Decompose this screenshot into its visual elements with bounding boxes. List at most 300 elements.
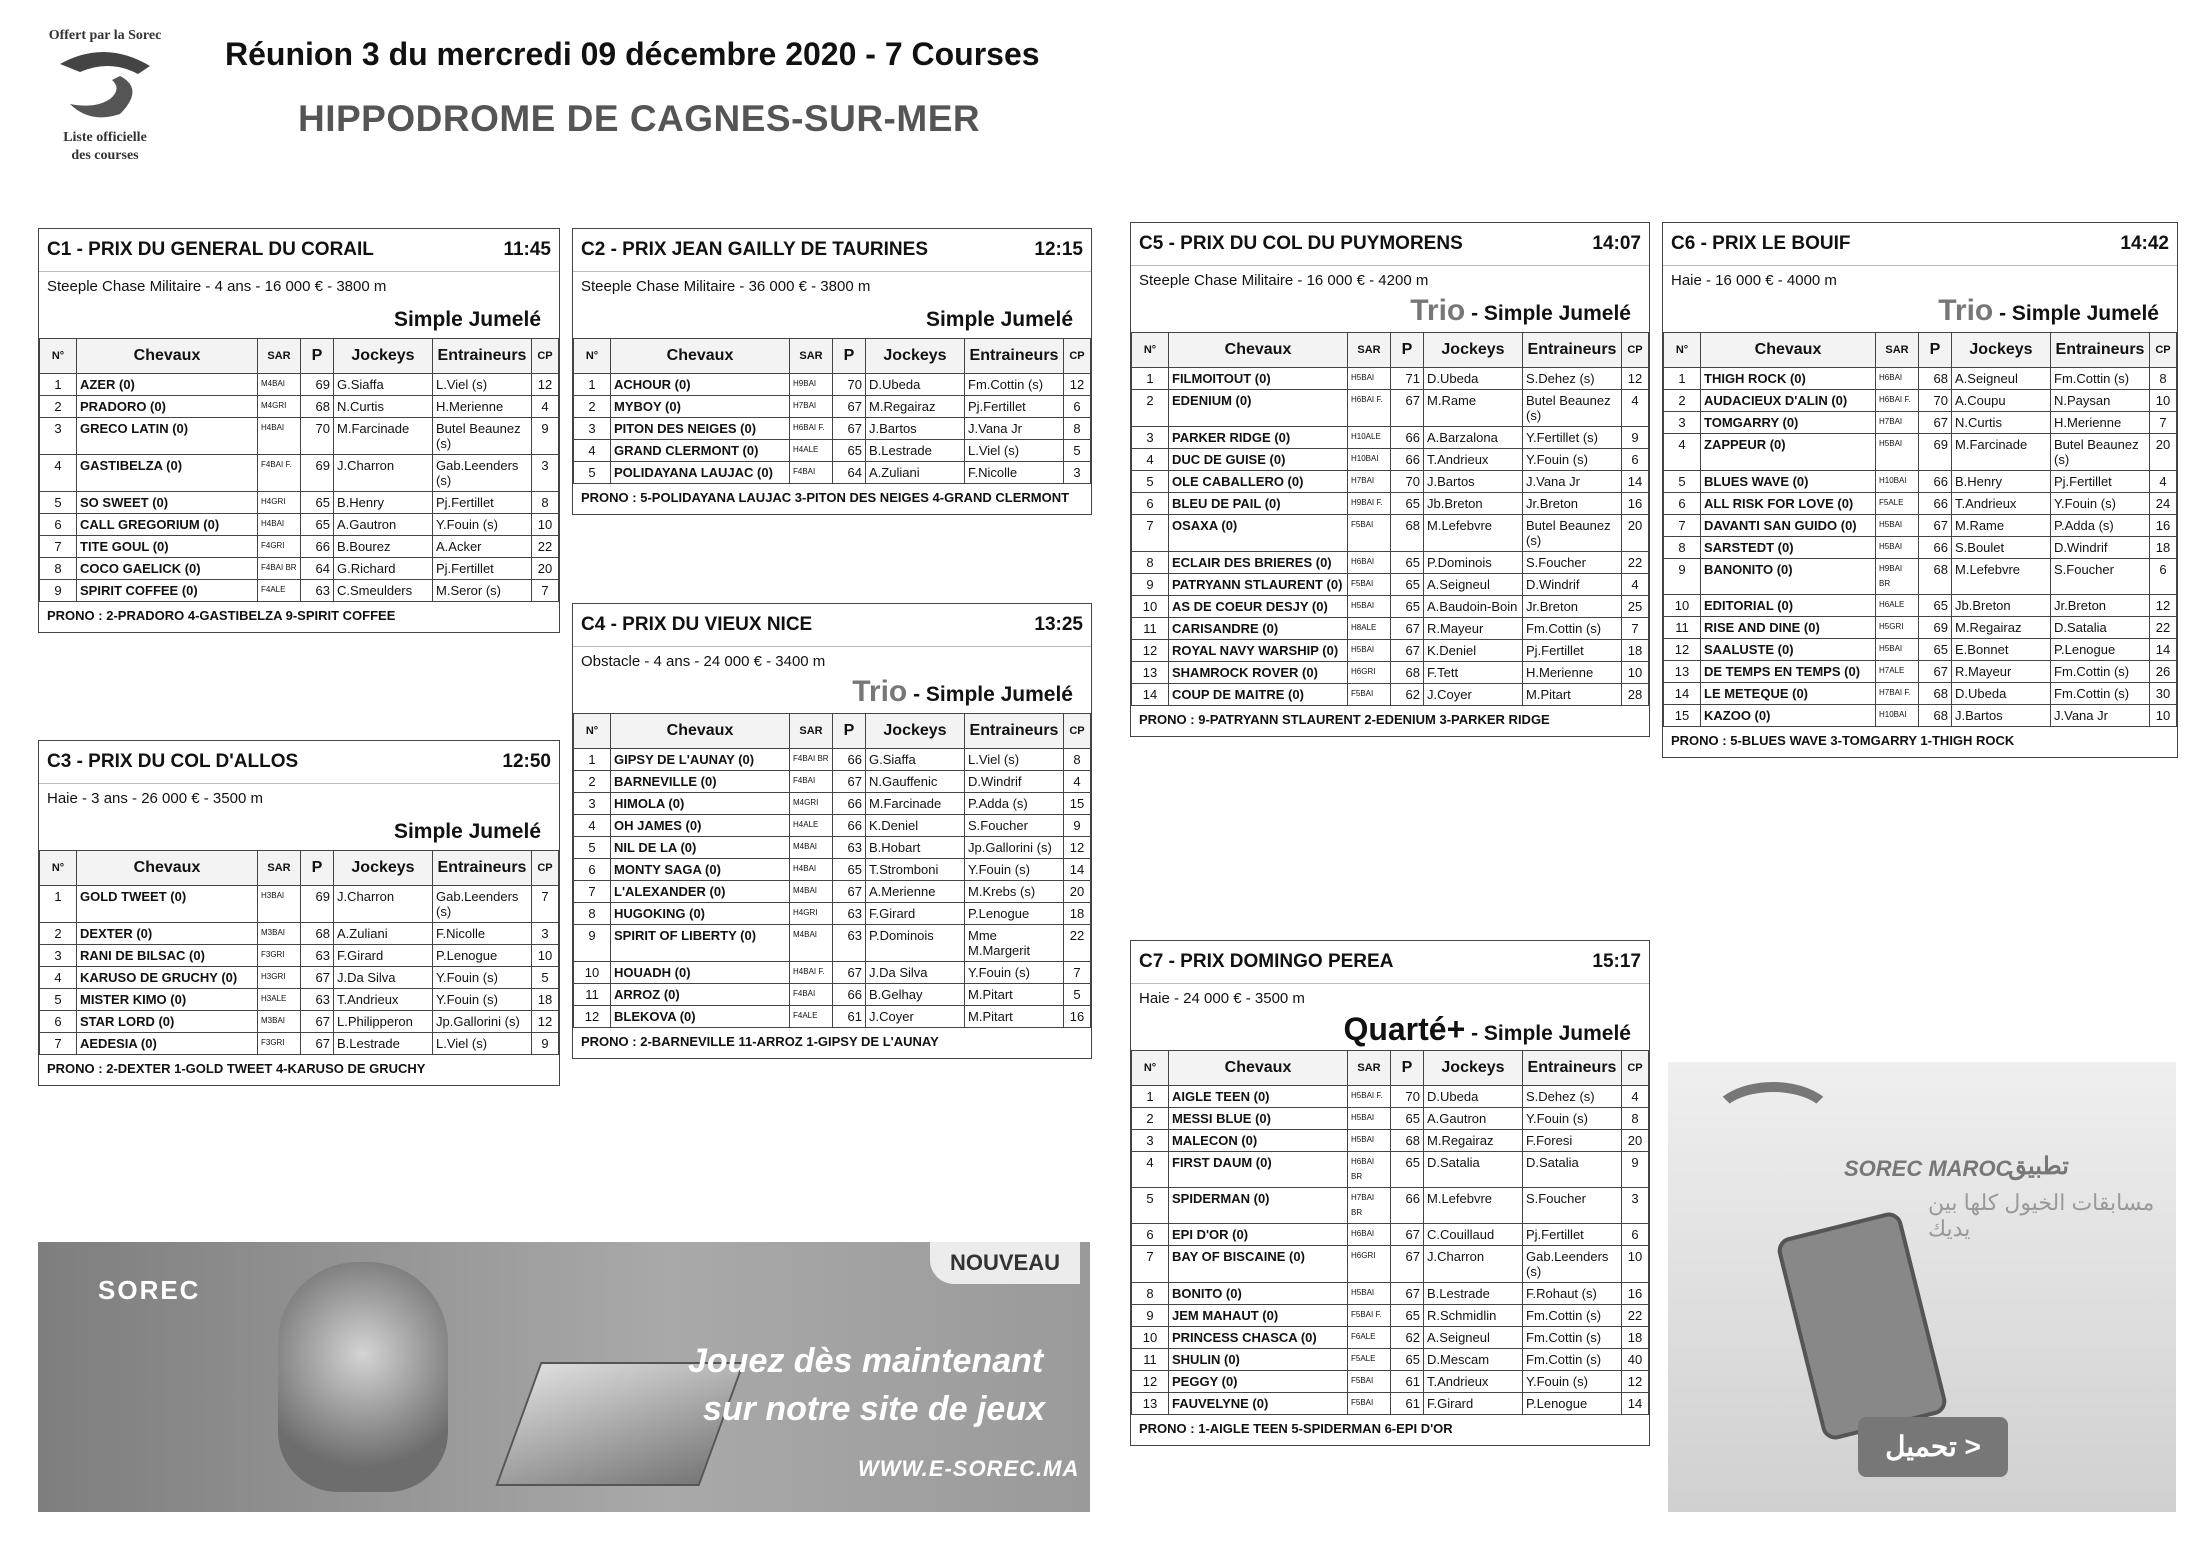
col-number: N° — [40, 851, 77, 886]
runner-jockey: A.Coupu — [1952, 390, 2051, 412]
runner-weight: 66 — [1391, 449, 1424, 471]
col-sar: SAR — [790, 339, 833, 374]
runner-horse: AS DE COEUR DESJY (0) — [1169, 596, 1348, 618]
runner-number: 5 — [40, 989, 77, 1011]
table-row — [1664, 595, 2177, 617]
runner-number: 12 — [1664, 639, 1701, 661]
runner-trainer: Jr.Breton — [2051, 595, 2150, 617]
runner-jockey: B.Lestrade — [1424, 1283, 1523, 1305]
runner-horse: DAVANTI SAN GUIDO (0) — [1701, 515, 1876, 537]
man-photo — [278, 1262, 448, 1492]
runner-sar: H4BAI — [258, 514, 301, 536]
runner-cp: 22 — [2150, 617, 2177, 639]
runner-trainer: Y.Fouin (s) — [1523, 1371, 1622, 1393]
runner-number: 6 — [574, 859, 611, 881]
runner-number: 5 — [1132, 1188, 1169, 1224]
runner-number: 4 — [1132, 1152, 1169, 1188]
runner-trainer: S.Foucher — [2051, 559, 2150, 595]
runner-jockey: M.Farcinade — [866, 793, 965, 815]
runner-horse: KAZOO (0) — [1701, 705, 1876, 727]
runner-jockey: E.Bonnet — [1952, 639, 2051, 661]
runner-sar: F3GRI — [258, 945, 301, 967]
runner-horse: L'ALEXANDER (0) — [611, 881, 790, 903]
runner-sar: M4GRI — [790, 793, 833, 815]
runner-trainer: Y.Fouin (s) — [433, 989, 532, 1011]
runner-horse: AZER (0) — [77, 374, 258, 396]
runner-cp: 8 — [1622, 1108, 1649, 1130]
runner-sar: H7BAI — [1876, 412, 1919, 434]
runner-trainer: D.Windrif — [1523, 574, 1622, 596]
download-button[interactable]: تحميل > — [1858, 1417, 2008, 1477]
table-row — [1664, 661, 2177, 683]
col-horse: Chevaux — [77, 851, 258, 886]
runner-sar: H9BAI BR — [1876, 559, 1919, 595]
runner-horse: PARKER RIDGE (0) — [1169, 427, 1348, 449]
runner-number: 4 — [1132, 449, 1169, 471]
race-conditions: Haie - 3 ans - 26 000 € - 3500 m — [47, 790, 263, 807]
runner-number: 3 — [1132, 427, 1169, 449]
runner-weight: 66 — [301, 536, 334, 558]
runner-sar: F4BAI F. — [258, 455, 301, 492]
runner-cp: 12 — [1064, 837, 1091, 859]
runner-sar: F4BAI BR — [258, 558, 301, 580]
runner-horse: COCO GAELICK (0) — [77, 558, 258, 580]
runners-table — [1131, 332, 1649, 706]
runner-cp: 4 — [1622, 1086, 1649, 1108]
runner-cp: 5 — [532, 967, 559, 989]
runner-sar: H5BAI F. — [1348, 1086, 1391, 1108]
runner-weight: 69 — [301, 455, 334, 492]
runner-sar: H5BAI — [1348, 1130, 1391, 1152]
runner-trainer: Butel Beaunez (s) — [433, 418, 532, 455]
runner-jockey: A.Zuliani — [334, 923, 433, 945]
runner-jockey: M.Farcinade — [1952, 434, 2051, 471]
runner-number: 1 — [1132, 1086, 1169, 1108]
runner-sar: H4BAI — [258, 418, 301, 455]
runner-horse: HUGOKING (0) — [611, 903, 790, 925]
table-row — [1664, 493, 2177, 515]
runner-number: 4 — [574, 440, 611, 462]
runner-trainer: H.Merienne — [2051, 412, 2150, 434]
runner-trainer: Jr.Breton — [1523, 493, 1622, 515]
table-row — [1132, 368, 1649, 390]
runner-weight: 69 — [301, 374, 334, 396]
runner-jockey: P.Dominois — [1424, 552, 1523, 574]
runner-cp: 8 — [1064, 418, 1091, 440]
runner-number: 5 — [40, 492, 77, 514]
race-title: C2 - PRIX JEAN GAILLY DE TAURINES — [581, 239, 928, 260]
runners-table — [1663, 332, 2177, 727]
runner-sar: H10BAI — [1876, 471, 1919, 493]
runner-sar: F3GRI — [258, 1033, 301, 1055]
runner-cp: 4 — [2150, 471, 2177, 493]
runner-horse: AEDESIA (0) — [77, 1033, 258, 1055]
col-jockey: Jockeys — [1952, 333, 2051, 368]
runner-number: 3 — [1132, 1130, 1169, 1152]
runner-cp: 16 — [1064, 1006, 1091, 1028]
col-number: N° — [40, 339, 77, 374]
runner-horse: JEM MAHAUT (0) — [1169, 1305, 1348, 1327]
runner-trainer: S.Dehez (s) — [1523, 1086, 1622, 1108]
runner-number: 2 — [40, 396, 77, 418]
runner-weight: 70 — [1391, 1086, 1424, 1108]
runner-weight: 64 — [833, 462, 866, 484]
col-horse: Chevaux — [77, 339, 258, 374]
runner-trainer: J.Vana Jr — [2051, 705, 2150, 727]
runner-trainer: Fm.Cottin (s) — [2051, 368, 2150, 390]
race-time: 12:15 — [1034, 239, 1083, 260]
runner-horse: ROYAL NAVY WARSHIP (0) — [1169, 640, 1348, 662]
sorec-app-ad-banner[interactable] — [1668, 1062, 2176, 1512]
runner-cp: 18 — [1622, 640, 1649, 662]
runner-jockey: T.Andrieux — [1952, 493, 2051, 515]
table-row — [574, 984, 1091, 1006]
runner-horse: BLEU DE PAIL (0) — [1169, 493, 1348, 515]
runner-number: 14 — [1132, 684, 1169, 706]
runner-sar: F5BAI — [1348, 1371, 1391, 1393]
runner-jockey: T.Stromboni — [866, 859, 965, 881]
runner-sar: H9BAI — [790, 374, 833, 396]
runner-number: 1 — [1132, 368, 1169, 390]
runner-cp: 6 — [1622, 1224, 1649, 1246]
runner-sar: H3GRI — [258, 967, 301, 989]
table-row — [574, 925, 1091, 962]
runner-trainer: Jp.Gallorini (s) — [433, 1011, 532, 1033]
runner-jockey: S.Boulet — [1952, 537, 2051, 559]
race-time: 15:17 — [1592, 951, 1641, 972]
runner-jockey: D.Ubeda — [1424, 368, 1523, 390]
runner-number: 5 — [1132, 471, 1169, 493]
runner-weight: 66 — [1919, 537, 1952, 559]
runner-jockey: C.Couillaud — [1424, 1224, 1523, 1246]
runner-trainer: Pj.Fertillet — [433, 492, 532, 514]
table-row — [1664, 390, 2177, 412]
horse-head-icon — [50, 44, 160, 124]
runner-trainer: F.Nicolle — [965, 462, 1064, 484]
runner-jockey: B.Hobart — [866, 837, 965, 859]
runner-jockey: J.Charron — [1424, 1246, 1523, 1283]
runner-sar: H4GRI — [790, 903, 833, 925]
runner-horse: ACHOUR (0) — [611, 374, 790, 396]
runner-sar: F4ALE — [258, 580, 301, 602]
runner-cp: 3 — [1622, 1188, 1649, 1224]
table-row — [574, 837, 1091, 859]
runner-jockey: A.Gautron — [334, 514, 433, 536]
runner-sar: H4BAI — [790, 859, 833, 881]
runner-weight: 63 — [833, 925, 866, 962]
col-trainer: Entraineurs — [2051, 333, 2150, 368]
table-row — [1664, 471, 2177, 493]
runner-jockey: D.Mescam — [1424, 1349, 1523, 1371]
runner-number: 3 — [574, 418, 611, 440]
banner-brand: SOREC — [98, 1275, 201, 1305]
runner-horse: AIGLE TEEN (0) — [1169, 1086, 1348, 1108]
bet-types — [39, 812, 559, 850]
runner-jockey: F.Girard — [1424, 1393, 1523, 1415]
runner-cp: 3 — [1064, 462, 1091, 484]
runner-cp: 22 — [1622, 1305, 1649, 1327]
runner-weight: 68 — [301, 396, 334, 418]
runner-jockey: C.Smeulders — [334, 580, 433, 602]
runner-horse: EDENIUM (0) — [1169, 390, 1348, 427]
runner-jockey: M.Regairaz — [866, 396, 965, 418]
col-sar: SAR — [790, 714, 833, 749]
runner-horse: HOUADH (0) — [611, 962, 790, 984]
runner-weight: 67 — [1391, 618, 1424, 640]
runner-weight: 66 — [1391, 427, 1424, 449]
runner-cp: 20 — [532, 558, 559, 580]
runner-trainer: Butel Beaunez (s) — [1523, 390, 1622, 427]
runner-horse: BONITO (0) — [1169, 1283, 1348, 1305]
race-title: C3 - PRIX DU COL D'ALLOS — [47, 751, 299, 772]
runner-weight: 67 — [301, 1033, 334, 1055]
runner-trainer: Fm.Cottin (s) — [1523, 1305, 1622, 1327]
runner-jockey: N.Curtis — [334, 396, 433, 418]
runner-sar: H6GRI — [1348, 662, 1391, 684]
runner-weight: 69 — [1919, 617, 1952, 639]
col-horse: Chevaux — [611, 339, 790, 374]
table-row — [1132, 1393, 1649, 1415]
runner-weight: 67 — [1391, 1246, 1424, 1283]
runner-trainer: P.Lenogue — [433, 945, 532, 967]
runners-table — [573, 713, 1091, 1028]
runner-weight: 67 — [833, 962, 866, 984]
runner-sar: M4BAI — [258, 374, 301, 396]
runner-sar: H4BAI F. — [790, 962, 833, 984]
runner-sar: H7BAI — [1348, 471, 1391, 493]
col-number: N° — [1664, 333, 1701, 368]
app-banner-arabic-subtitle: مسابقات الخيول كلها بين يديك — [1928, 1190, 2155, 1241]
runner-sar: H4GRI — [258, 492, 301, 514]
runner-horse: MYBOY (0) — [611, 396, 790, 418]
runner-sar: H5BAI — [1348, 368, 1391, 390]
col-cp: CP — [1064, 714, 1091, 749]
table-row — [1132, 596, 1649, 618]
table-row — [1664, 705, 2177, 727]
runner-trainer: L.Viel (s) — [433, 1033, 532, 1055]
race-conditions: Haie - 24 000 € - 3500 m — [1139, 990, 1305, 1007]
runner-number: 7 — [40, 1033, 77, 1055]
runner-horse: BLUES WAVE (0) — [1701, 471, 1876, 493]
runner-jockey: D.Satalia — [1424, 1152, 1523, 1188]
col-sar: SAR — [1348, 333, 1391, 368]
table-row — [40, 923, 559, 945]
runner-number: 3 — [574, 793, 611, 815]
runner-weight: 68 — [301, 923, 334, 945]
banner-headline-1: Jouez dès maintenant — [688, 1342, 1044, 1380]
runner-weight: 67 — [1919, 661, 1952, 683]
runner-number: 1 — [40, 886, 77, 923]
runner-trainer: H.Merienne — [433, 396, 532, 418]
runner-weight: 66 — [1919, 493, 1952, 515]
runner-sar: F4BAI — [790, 462, 833, 484]
runner-weight: 67 — [1391, 1224, 1424, 1246]
runner-horse: GRAND CLERMONT (0) — [611, 440, 790, 462]
runner-sar: H8ALE — [1348, 618, 1391, 640]
runner-cp: 10 — [532, 514, 559, 536]
runner-cp: 12 — [532, 374, 559, 396]
runner-jockey: B.Lestrade — [334, 1033, 433, 1055]
race-header — [39, 229, 559, 272]
runner-sar: F4BAI — [790, 771, 833, 793]
runner-cp: 9 — [1622, 427, 1649, 449]
runner-horse: RISE AND DINE (0) — [1701, 617, 1876, 639]
runner-number: 14 — [1664, 683, 1701, 705]
runner-number: 1 — [574, 374, 611, 396]
runner-horse: POLIDAYANA LAUJAC (0) — [611, 462, 790, 484]
col-jockey: Jockeys — [866, 339, 965, 374]
runner-jockey: K.Deniel — [866, 815, 965, 837]
runner-horse: SPIRIT OF LIBERTY (0) — [611, 925, 790, 962]
runner-trainer: M.Pitart — [1523, 684, 1622, 706]
col-weight: P — [833, 714, 866, 749]
runner-jockey: J.Charron — [334, 455, 433, 492]
runner-weight: 70 — [833, 374, 866, 396]
runner-cp: 10 — [2150, 390, 2177, 412]
runner-jockey: D.Ubeda — [1952, 683, 2051, 705]
table-row — [40, 514, 559, 536]
col-sar: SAR — [258, 851, 301, 886]
runner-weight: 65 — [301, 514, 334, 536]
runner-cp: 4 — [1064, 771, 1091, 793]
runner-jockey: L.Philipperon — [334, 1011, 433, 1033]
runner-sar: H3BAI — [258, 886, 301, 923]
col-jockey: Jockeys — [1424, 1051, 1523, 1086]
secondary-bet-type: Simple Jumelé — [393, 308, 541, 331]
table-row — [1132, 1130, 1649, 1152]
col-weight: P — [1919, 333, 1952, 368]
race-card-c7 — [1130, 940, 1650, 1446]
runner-trainer: Butel Beaunez (s) — [1523, 515, 1622, 552]
runner-sar: F4ALE — [790, 1006, 833, 1028]
runner-weight: 65 — [833, 859, 866, 881]
runner-number: 1 — [40, 374, 77, 396]
secondary-bet-type: - Simple Jumelé — [907, 683, 1073, 706]
runner-sar: H6BAI F. — [1876, 390, 1919, 412]
runner-jockey: A.Baudoin-Boin — [1424, 596, 1523, 618]
sorec-web-ad-banner[interactable] — [38, 1242, 1090, 1512]
race-header — [1131, 223, 1649, 266]
runner-trainer: Y.Fertillet (s) — [1523, 427, 1622, 449]
runner-horse: SO SWEET (0) — [77, 492, 258, 514]
runner-number: 1 — [1664, 368, 1701, 390]
runner-horse: OH JAMES (0) — [611, 815, 790, 837]
runner-trainer: Y.Fouin (s) — [2051, 493, 2150, 515]
runner-number: 9 — [1132, 1305, 1169, 1327]
runner-weight: 68 — [1919, 683, 1952, 705]
runner-weight: 66 — [833, 749, 866, 771]
runner-horse: SPIRIT COFFEE (0) — [77, 580, 258, 602]
runner-number: 12 — [1132, 1371, 1169, 1393]
runner-number: 4 — [1664, 434, 1701, 471]
banner-url[interactable]: WWW.E-SOREC.MA — [858, 1456, 1080, 1481]
runner-trainer: Fm.Cottin (s) — [1523, 1327, 1622, 1349]
runner-number: 5 — [574, 837, 611, 859]
runner-jockey: T.Andrieux — [1424, 449, 1523, 471]
race-card-c3 — [38, 740, 560, 1086]
runner-cp: 4 — [1622, 390, 1649, 427]
runner-jockey: A.Seigneul — [1424, 574, 1523, 596]
app-banner-arabic-title: تطبيق — [2008, 1153, 2069, 1180]
runner-cp: 22 — [532, 536, 559, 558]
runner-jockey: B.Bourez — [334, 536, 433, 558]
table-row — [574, 859, 1091, 881]
runner-weight: 69 — [1919, 434, 1952, 471]
col-horse: Chevaux — [611, 714, 790, 749]
runner-sar: H6BAI BR — [1348, 1152, 1391, 1188]
runner-cp: 7 — [2150, 412, 2177, 434]
runner-weight: 68 — [1391, 662, 1424, 684]
runner-cp: 5 — [1064, 440, 1091, 462]
runner-jockey: A.Seigneul — [1424, 1327, 1523, 1349]
runner-jockey: A.Zuliani — [866, 462, 965, 484]
runner-sar: H3ALE — [258, 989, 301, 1011]
runner-jockey: J.Bartos — [1424, 471, 1523, 493]
main-bet-type: Quarté+ — [1343, 1011, 1466, 1047]
runner-number: 11 — [574, 984, 611, 1006]
race-card-c2 — [572, 228, 1092, 515]
runner-jockey: N.Curtis — [1952, 412, 2051, 434]
col-cp: CP — [532, 339, 559, 374]
runner-number: 3 — [40, 418, 77, 455]
runner-trainer: F.Rohaut (s) — [1523, 1283, 1622, 1305]
runner-horse: DE TEMPS EN TEMPS (0) — [1701, 661, 1876, 683]
bet-types — [1131, 294, 1649, 332]
race-prono: PRONO : 2-BARNEVILLE 11-ARROZ 1-GIPSY DE L'AUNAY — [581, 1034, 939, 1049]
race-card-c1 — [38, 228, 560, 633]
table-row — [1132, 1305, 1649, 1327]
runner-trainer: D.Satalia — [2051, 617, 2150, 639]
runner-cp: 25 — [1622, 596, 1649, 618]
runner-cp: 9 — [532, 418, 559, 455]
runner-number: 11 — [1664, 617, 1701, 639]
race-header — [573, 604, 1091, 647]
runner-horse: FIRST DAUM (0) — [1169, 1152, 1348, 1188]
runner-weight: 65 — [1391, 596, 1424, 618]
runner-weight: 65 — [1919, 639, 1952, 661]
table-row — [40, 967, 559, 989]
runner-number: 3 — [1664, 412, 1701, 434]
bet-types — [573, 300, 1091, 338]
runner-cp: 20 — [1622, 515, 1649, 552]
runner-trainer: Gab.Leenders (s) — [433, 886, 532, 923]
runner-number: 2 — [40, 923, 77, 945]
runner-weight: 68 — [1919, 368, 1952, 390]
runner-trainer: P.Lenogue — [965, 903, 1064, 925]
table-row — [574, 881, 1091, 903]
col-cp: CP — [1622, 333, 1649, 368]
runner-horse: SAALUSTE (0) — [1701, 639, 1876, 661]
runner-trainer: P.Adda (s) — [2051, 515, 2150, 537]
runner-cp: 4 — [532, 396, 559, 418]
runner-sar: H6BAI — [1348, 1224, 1391, 1246]
table-row — [40, 1033, 559, 1055]
runner-number: 4 — [574, 815, 611, 837]
runner-number: 1 — [574, 749, 611, 771]
runner-weight: 66 — [833, 815, 866, 837]
runner-jockey: G.Siaffa — [866, 749, 965, 771]
runner-weight: 68 — [1391, 1130, 1424, 1152]
runner-horse: PEGGY (0) — [1169, 1371, 1348, 1393]
runner-sar: F4BAI — [790, 984, 833, 1006]
runner-trainer: D.Windrif — [2051, 537, 2150, 559]
runner-sar: H5BAI — [1876, 434, 1919, 471]
runner-sar: M3BAI — [258, 1011, 301, 1033]
runner-number: 8 — [40, 558, 77, 580]
col-trainer: Entraineurs — [1523, 1051, 1622, 1086]
runner-number: 6 — [1664, 493, 1701, 515]
runner-trainer: Y.Fouin (s) — [433, 967, 532, 989]
